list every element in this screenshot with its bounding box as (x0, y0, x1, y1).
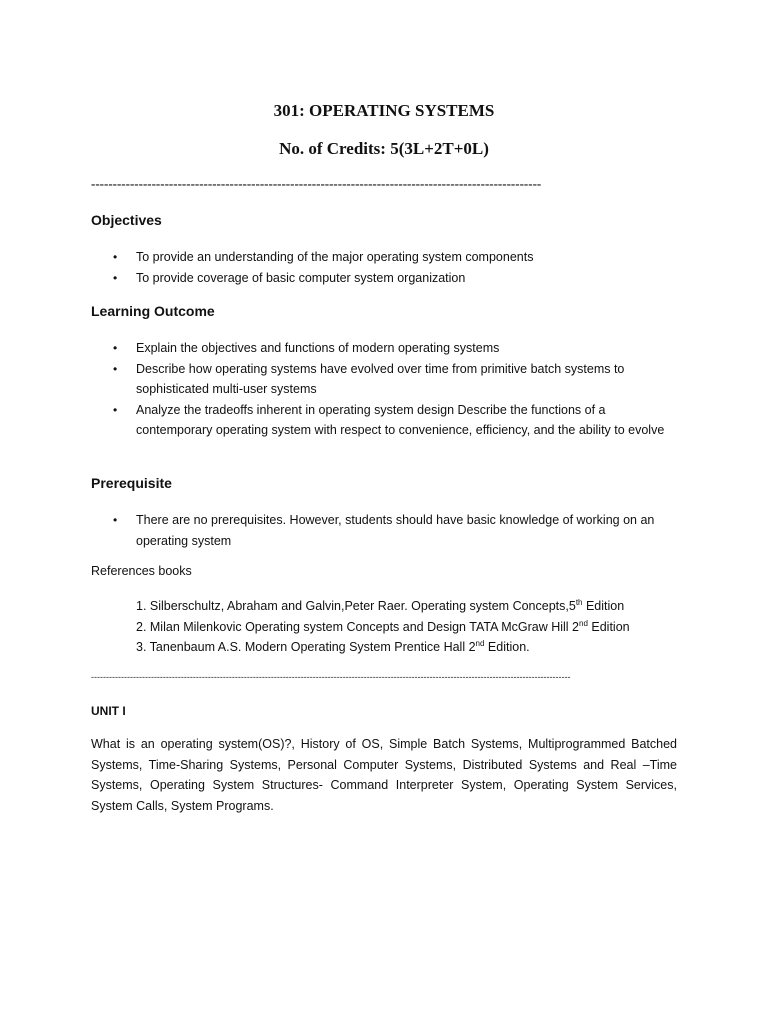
bullet-icon: • (113, 402, 118, 417)
list-item: • To provide an understanding of the major operating system components (91, 247, 671, 268)
header-divider: -------------------------------------------------------------------------------------------------------- (91, 176, 542, 191)
course-credits: No. of Credits: 5(3L+2T+0L) (279, 139, 489, 158)
bullet-icon: • (113, 341, 118, 355)
unit-description: What is an operating system(OS)?, History of OS, Simple Batch Systems, Multiprogrammed Batched Systems, Time-Sharing Systems, Personal Computer Systems, Distributed Systems and Real –Time Systems, Operating System Structures- Command Interpreter System, Operating System Services, System Calls, System Programs. (91, 737, 677, 813)
list-item: 3. Tanenbaum A.S. Modern Operating System Prentice Hall 2nd Edition. (136, 639, 530, 654)
bullet-icon: • (113, 250, 118, 264)
bullet-icon: • (113, 513, 118, 527)
learning-outcome-heading: Learning Outcome (91, 303, 215, 319)
list-item: • Describe how operating systems have evolved over time from primitive batch systems to sophisticated multi-user systems (91, 359, 671, 400)
list-item: • Explain the objectives and functions of modern operating systems (91, 338, 671, 359)
objectives-heading: Objectives (91, 212, 162, 228)
unit-heading: UNIT I (91, 704, 126, 718)
list-item: • Analyze the tradeoffs inherent in operating system design Describe the functions of a contemporary operating system with respect to convenience, efficiency, and the ability to evolve (91, 400, 671, 441)
list-item: 2. Milan Milenkovic Operating system Concepts and Design TATA McGraw Hill 2nd Edition (136, 618, 630, 634)
list-item: • To provide coverage of basic computer system organization (91, 268, 671, 289)
references-label: References books (91, 564, 192, 578)
section-divider: ---------------------------------------------------------------------------------------------------------------------------------------------------------------- (91, 672, 571, 682)
prerequisite-heading: Prerequisite (91, 475, 172, 491)
references-list (136, 596, 630, 658)
objectives-list (91, 247, 671, 288)
course-title: 301: OPERATING SYSTEMS (273, 101, 495, 120)
list-item: • There are no prerequisites. However, students should have basic knowledge of working on an operating system (91, 510, 671, 551)
bullet-icon: • (113, 270, 118, 285)
prerequisite-list (91, 510, 671, 551)
list-item: 1. Silberschultz, Abraham and Galvin,Peter Raer. Operating system Concepts,5th Edition (136, 598, 625, 613)
bullet-icon: • (113, 361, 118, 376)
learning-outcome-list (91, 338, 671, 441)
